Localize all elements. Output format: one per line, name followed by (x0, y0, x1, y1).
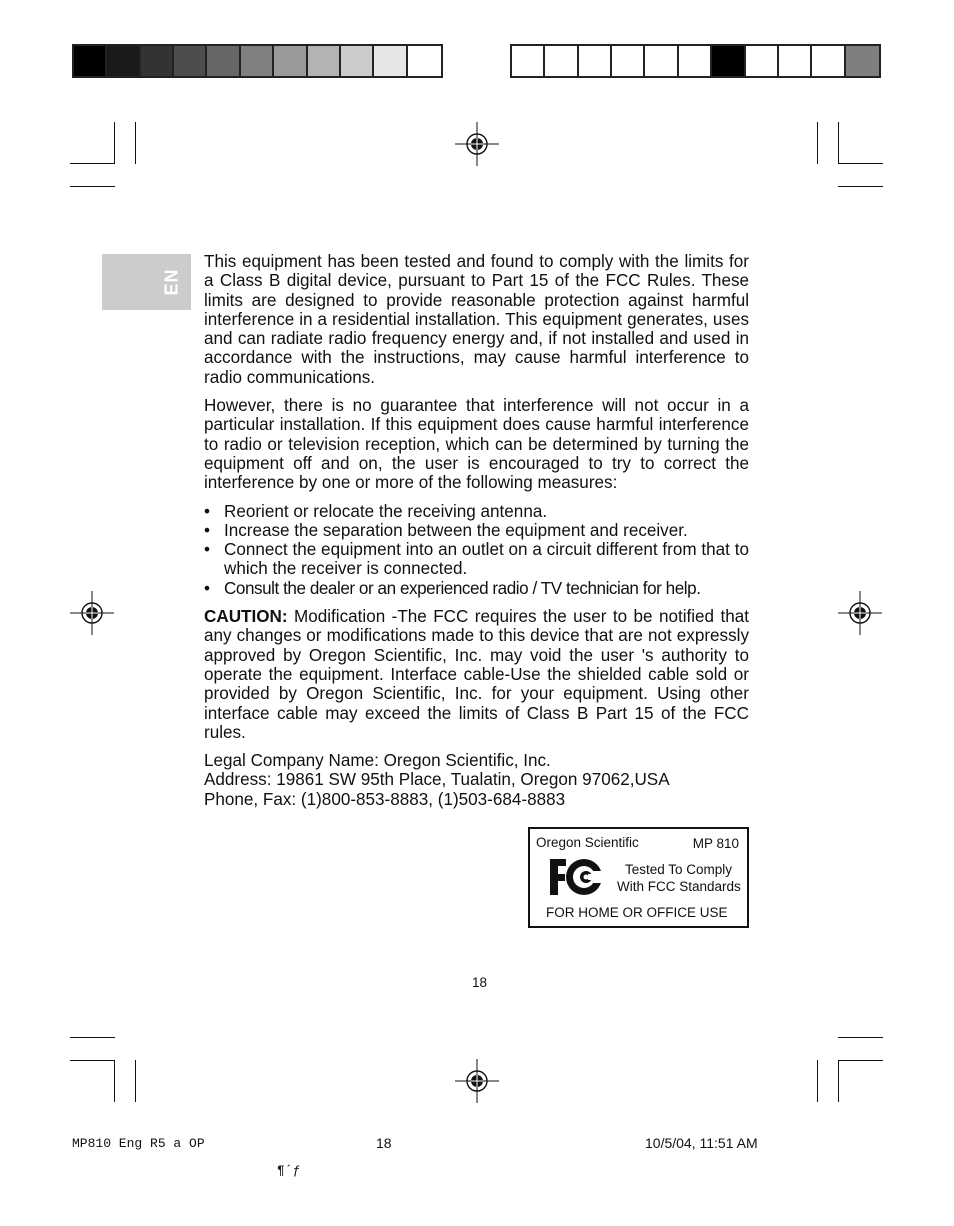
strip-cell (846, 46, 879, 76)
registration-target-bottom-icon (455, 1059, 499, 1103)
crop-mark-bottom-left-v1 (114, 1060, 115, 1102)
strip-cell (512, 46, 545, 76)
interference-paragraph: However, there is no guarantee that interference will not occur in a particular installation. If this equipment does cause harmful interference to radio or television reception, which can be determined by turning the equipment off and on, the user is encouraged to try to correct the interference by one or more of the following measures: (204, 396, 749, 493)
strip-cell (408, 46, 441, 76)
measures-list (204, 502, 749, 598)
fcc-brand: Oregon Scientific (536, 835, 639, 850)
bullet-icon: • (204, 578, 210, 598)
crop-mark-top-left-h2 (70, 186, 115, 187)
registration-target-top-icon (455, 122, 499, 166)
strip-cell (812, 46, 845, 76)
fcc-model: MP 810 (692, 836, 739, 851)
crop-mark-top-left-v2 (135, 122, 136, 164)
crop-mark-bottom-right-v2 (838, 1060, 839, 1102)
list-item: • Connect the equipment into an outlet on a circuit different from that to which the receiver is connected. (204, 540, 749, 579)
fcc-logo-mark-icon (548, 857, 608, 897)
strip-cell (207, 46, 240, 76)
caution-paragraph (204, 607, 749, 742)
crop-mark-bottom-left-h2 (70, 1060, 115, 1061)
strip-cell (779, 46, 812, 76)
crop-mark-bottom-right-h2 (838, 1060, 883, 1061)
crop-mark-bottom-left-h1 (70, 1037, 115, 1038)
company-address: Address: 19861 SW 95th Place, Tualatin, Oregon 97062,USA (204, 770, 670, 790)
registration-target-right-icon (838, 591, 882, 635)
strip-cell (612, 46, 645, 76)
list-item: • Reorient or relocate the receiving antenna. (204, 501, 548, 521)
caution-text: Modification -The FCC requires the user to be notified that any changes or modifications made to this device that are not expressly approved by Oregon Scientific, Inc. may void the user 's authority to operate the equipment. Interface cable-Use the shielded cable sold or provided by Oregon Scientific, Inc. for your equipment. Using other interface cable may exceed the limits of Class B Part 15 of the FCC rules. (204, 607, 749, 742)
crop-mark-top-right-v1 (817, 122, 818, 164)
crop-mark-top-right-h2 (838, 186, 883, 187)
bullet-icon: • (204, 540, 210, 560)
language-tab-label: EN (161, 268, 182, 296)
strip-cell (107, 46, 140, 76)
page-number: 18 (472, 975, 488, 990)
bullet-icon: • (204, 520, 210, 540)
list-item: • Consult the dealer or an experienced radio / TV technician for help. (204, 578, 701, 598)
crop-mark-top-right-v2 (838, 122, 839, 164)
strip-cell (274, 46, 307, 76)
fcc-label (528, 827, 749, 928)
footer-page: 18 (376, 1135, 392, 1151)
right-density-strip (510, 44, 881, 78)
left-grayscale-strip (72, 44, 443, 78)
strip-cell (341, 46, 374, 76)
list-item: • Increase the separation between the equipment and receiver. (204, 520, 688, 540)
crop-mark-bottom-left-v2 (135, 1060, 136, 1102)
crop-mark-top-right-h1 (838, 163, 883, 164)
fcc-tested-line-2: With FCC Standards (617, 879, 741, 894)
language-tab (102, 254, 191, 310)
strip-cell (174, 46, 207, 76)
footer-datetime: 10/5/04, 11:51 AM (645, 1135, 758, 1151)
strip-cell (74, 46, 107, 76)
bullet-icon: • (204, 501, 210, 521)
strip-cell (712, 46, 745, 76)
crop-mark-top-left-v1 (114, 122, 115, 164)
compliance-paragraph: This equipment has been tested and found to comply with the limits for a Class B digital device, pursuant to Part 15 of the FCC Rules. These limits are designed to provide reasonable protection against harmful interference in a residential installation. This equipment generates, uses and can radiate radio frequency energy and, if not installed and used in accordance with the instructions, may cause harmful interference to radio communications. (204, 252, 749, 387)
strip-cell (679, 46, 712, 76)
strip-cell (241, 46, 274, 76)
fcc-logo-icon (548, 857, 608, 897)
fcc-usage: FOR HOME OR OFFICE USE (546, 905, 728, 920)
crop-mark-bottom-right-h1 (838, 1037, 883, 1038)
legal-company-name: Legal Company Name: Oregon Scientific, Inc. (204, 751, 551, 771)
main-content (204, 252, 749, 809)
footer-artifact: ¶´ƒ (277, 1163, 301, 1178)
strip-cell (141, 46, 174, 76)
strip-cell (746, 46, 779, 76)
registration-target-left-icon (70, 591, 114, 635)
footer-file-name: MP810 Eng R5 a OP (72, 1136, 205, 1151)
crop-mark-bottom-right-v1 (817, 1060, 818, 1102)
strip-cell (374, 46, 407, 76)
strip-cell (545, 46, 578, 76)
strip-cell (308, 46, 341, 76)
strip-cell (645, 46, 678, 76)
crop-mark-top-left-h1 (70, 163, 115, 164)
caution-label: CAUTION: (204, 607, 288, 627)
company-phone: Phone, Fax: (1)800-853-8883, (1)503-684-8883 (204, 789, 566, 809)
strip-cell (579, 46, 612, 76)
fcc-tested-line-1: Tested To Comply (625, 862, 733, 877)
